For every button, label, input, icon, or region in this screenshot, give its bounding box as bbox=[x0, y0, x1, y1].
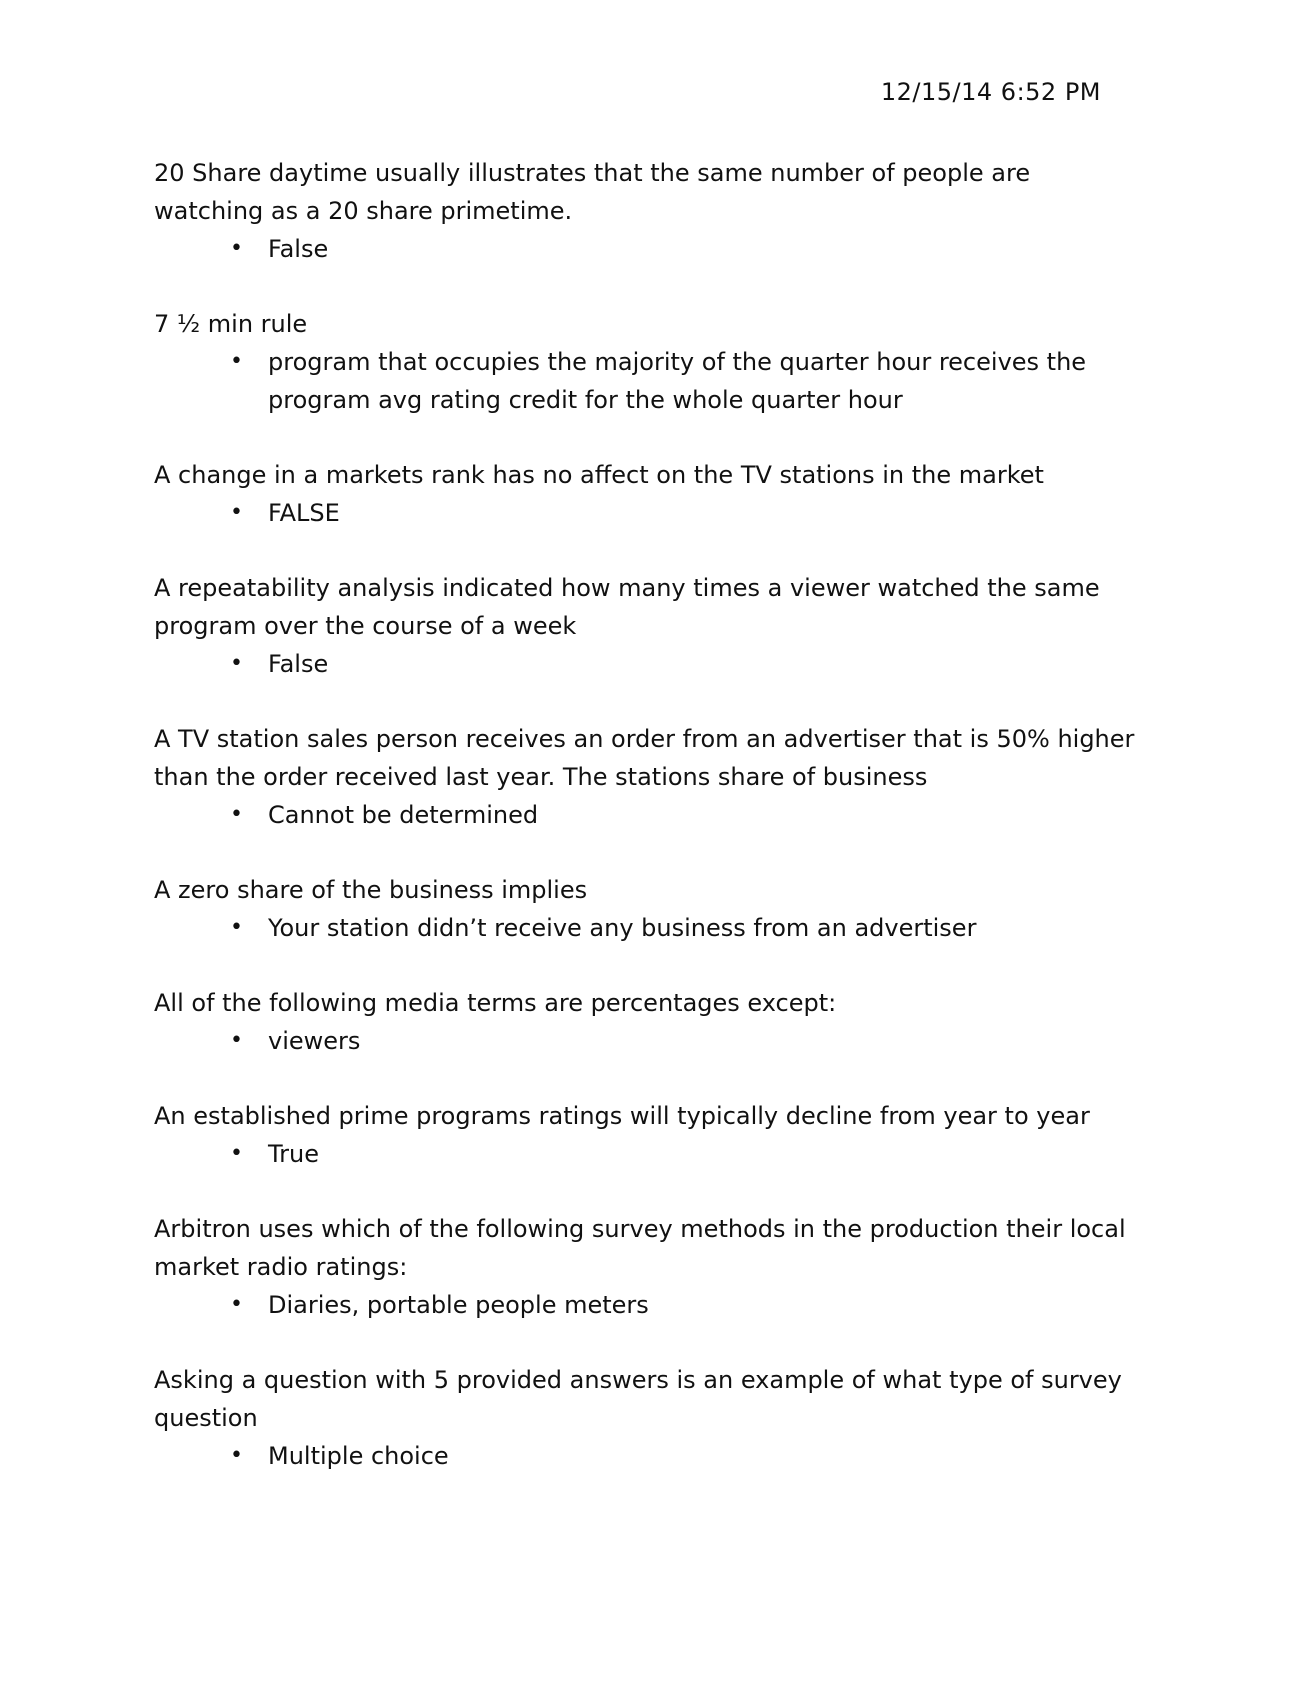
qa-item bbox=[154, 569, 1144, 683]
answer-text: program that occupies the majority of the quarter hour receives the program avg rating credit for the whole quarter hour bbox=[268, 348, 1087, 414]
answer-text: Diaries, portable people meters bbox=[268, 1291, 649, 1319]
bullet-icon: • bbox=[230, 802, 243, 827]
qa-item bbox=[154, 1210, 1144, 1324]
qa-item bbox=[154, 154, 1144, 268]
answer-text: Your station didn’t receive any business from an advertiser bbox=[268, 914, 977, 942]
answer-list bbox=[154, 343, 1144, 419]
bullet-icon: • bbox=[230, 1028, 243, 1053]
bullet-icon: • bbox=[230, 1443, 243, 1468]
question-text: A TV station sales person receives an order from an advertiser that is 50% higher than the order received last year. The stations share of business bbox=[154, 725, 1135, 791]
answer-list bbox=[154, 230, 1144, 268]
answer-item bbox=[230, 230, 1144, 268]
answer-item bbox=[230, 1286, 1144, 1324]
answer-text: Cannot be determined bbox=[268, 801, 539, 829]
answer-item bbox=[230, 343, 1144, 419]
question-text: All of the following media terms are percentages except: bbox=[154, 989, 837, 1017]
answer-list bbox=[154, 645, 1144, 683]
qa-item bbox=[154, 305, 1144, 419]
qa-item bbox=[154, 984, 1144, 1060]
question-text: Asking a question with 5 provided answers is an example of what type of survey question bbox=[154, 1366, 1122, 1432]
question-text: Arbitron uses which of the following survey methods in the production their local market radio ratings: bbox=[154, 1215, 1126, 1281]
question-text: An established prime programs ratings will typically decline from year to year bbox=[154, 1102, 1090, 1130]
question-text: A repeatability analysis indicated how many times a viewer watched the same program over the course of a week bbox=[154, 574, 1100, 640]
answer-item bbox=[230, 494, 1144, 532]
answer-list bbox=[154, 1286, 1144, 1324]
qa-item bbox=[154, 871, 1144, 947]
bullet-icon: • bbox=[230, 1292, 243, 1317]
answer-item bbox=[230, 1135, 1144, 1173]
answer-list bbox=[154, 796, 1144, 834]
bullet-icon: • bbox=[230, 651, 243, 676]
answer-item bbox=[230, 1437, 1144, 1475]
answer-item bbox=[230, 1022, 1144, 1060]
bullet-icon: • bbox=[230, 236, 243, 261]
answer-text: viewers bbox=[268, 1027, 361, 1055]
bullet-icon: • bbox=[230, 349, 243, 374]
page-timestamp: 12/15/14 6:52 PM bbox=[880, 78, 1101, 106]
answer-list bbox=[154, 494, 1144, 532]
qa-item bbox=[154, 456, 1144, 532]
answer-item bbox=[230, 645, 1144, 683]
qa-item bbox=[154, 720, 1144, 834]
question-text: A zero share of the business implies bbox=[154, 876, 588, 904]
document-body bbox=[154, 154, 1144, 1512]
answer-list bbox=[154, 1022, 1144, 1060]
question-text: 20 Share daytime usually illustrates that the same number of people are watching as a 20 share primetime. bbox=[154, 159, 1031, 225]
answer-list bbox=[154, 1135, 1144, 1173]
answer-text: FALSE bbox=[268, 499, 340, 527]
qa-item bbox=[154, 1361, 1144, 1475]
bullet-icon: • bbox=[230, 1141, 243, 1166]
question-text: A change in a markets rank has no affect on the TV stations in the market bbox=[154, 461, 1044, 489]
answer-list bbox=[154, 909, 1144, 947]
answer-text: Multiple choice bbox=[268, 1442, 449, 1470]
answer-item bbox=[230, 796, 1144, 834]
bullet-icon: • bbox=[230, 915, 243, 940]
bullet-icon: • bbox=[230, 500, 243, 525]
qa-item bbox=[154, 1097, 1144, 1173]
answer-text: True bbox=[268, 1140, 319, 1168]
answer-text: False bbox=[268, 235, 329, 263]
question-text: 7 ½ min rule bbox=[154, 310, 308, 338]
answer-list bbox=[154, 1437, 1144, 1475]
answer-item bbox=[230, 909, 1144, 947]
answer-text: False bbox=[268, 650, 329, 678]
